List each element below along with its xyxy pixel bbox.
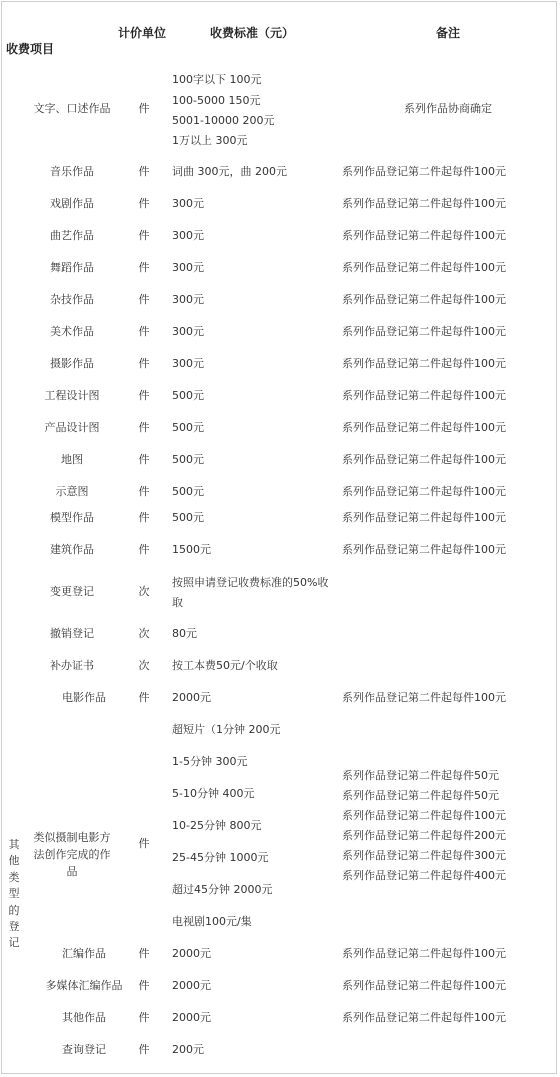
table-row-note: 系列作品登记第二件起每件100元 [342,421,506,434]
table-row-note: 系列作品登记第二件起每件100元 [342,691,506,704]
table-row-note: 系列作品登记第二件起每件100元 [342,357,506,370]
header-fee: 收费标准（元） [210,26,295,40]
table-row-fee: 300元 [172,261,204,274]
table-row-note: 系列作品协商确定 [404,102,492,115]
table-row-fee: 2000元 [172,979,211,992]
table-row-item: 工程设计图 [44,389,100,402]
table-row-item: 美术作品 [50,325,94,338]
table-row-item: 曲艺作品 [50,229,94,242]
table-row-item: 电影作品 [62,691,106,704]
table-row-unit: 件 [138,293,150,306]
table-row-fee: 超过45分钟 2000元 [172,883,273,896]
table-row-note: 系列作品登记第二件起每件100元 [342,197,506,210]
table-row-item: 示意图 [55,485,89,498]
table-row-item: 舞蹈作品 [50,261,94,274]
table-row-note: 系列作品登记第二件起每件400元 [342,869,506,882]
table-row-item: 查询登记 [62,1043,106,1056]
table-row-unit: 次 [138,585,150,598]
table-row-note: 系列作品登记第二件起每件100元 [342,1011,506,1024]
table-row-unit: 件 [138,261,150,274]
table-row-unit: 件 [138,357,150,370]
other-group-label: 其 他 类 型 的 登 记 [8,838,20,950]
header-unit: 计价单位 [118,26,167,40]
table-row-fee: 500元 [172,421,204,434]
table-row-item: 杂技作品 [50,293,94,306]
table-row-fee: 电视剧100元/集 [172,915,252,928]
table-row-unit: 次 [138,659,150,672]
table-row-fee: 300元 [172,229,204,242]
table-row-note: 系列作品登记第二件起每件100元 [342,947,506,960]
table-row-item: 戏剧作品 [50,197,94,210]
table-row-unit: 件 [138,485,150,498]
table-row-fee: 5001-10000 200元 [172,114,275,127]
table-row-fee: 300元 [172,293,204,306]
table-row-item: 类似摄制电影方 法创作完成的作 品 [33,831,111,878]
table-row-fee: 按照申请登记收费标准的50%收 [172,576,329,589]
table-row-fee: 1-5分钟 300元 [172,755,248,768]
table-row-item: 文字、口述作品 [33,102,111,115]
table-row-fee: 300元 [172,325,204,338]
table-row-note: 系列作品登记第二件起每件100元 [342,485,506,498]
table-row-fee: 500元 [172,453,204,466]
table-row-note: 系列作品登记第二件起每件100元 [342,511,506,524]
table-row-fee: 1500元 [172,543,211,556]
table-row-item: 建筑作品 [50,543,94,556]
table-row-item: 变更登记 [50,585,94,598]
table-row-note: 系列作品登记第二件起每件100元 [342,261,506,274]
table-row-note: 系列作品登记第二件起每件100元 [342,453,506,466]
table-row-fee: 300元 [172,197,204,210]
table-row-unit: 件 [138,1011,150,1024]
table-row-unit: 件 [138,421,150,434]
table-row-item: 多媒体汇编作品 [45,979,123,992]
table-row-unit: 件 [138,837,150,850]
table-row-unit: 件 [138,947,150,960]
fee-table [1,1,557,1074]
table-row-note: 系列作品登记第二件起每件300元 [342,849,506,862]
table-row-unit: 件 [138,165,150,178]
table-row-fee: 80元 [172,627,197,640]
table-row-fee: 2000元 [172,1011,211,1024]
table-row-unit: 件 [138,325,150,338]
table-row-item: 摄影作品 [50,357,94,370]
table-row-unit: 件 [138,102,150,115]
table-row-item: 音乐作品 [50,165,94,178]
table-row-fee: 超短片（1分钟 200元 [172,723,281,736]
header-item: 收费项目 [6,42,55,56]
table-row-note: 系列作品登记第二件起每件200元 [342,829,506,842]
table-row-note: 系列作品登记第二件起每件100元 [342,165,506,178]
table-row-unit: 件 [138,1043,150,1056]
table-row-note: 系列作品登记第二件起每件100元 [342,293,506,306]
table-row-item: 汇编作品 [62,947,106,960]
table-row-fee: 2000元 [172,691,211,704]
table-row-fee: 500元 [172,389,204,402]
table-row-fee: 取 [172,596,183,609]
table-row-unit: 件 [138,691,150,704]
table-row-unit: 件 [138,543,150,556]
table-row-unit: 件 [138,453,150,466]
table-row-fee: 500元 [172,511,204,524]
table-row-fee: 词曲 300元，曲 200元 [172,165,287,178]
header-note: 备注 [436,26,461,40]
table-row-unit: 次 [138,627,150,640]
table-row-fee: 25-45分钟 1000元 [172,851,269,864]
table-row-unit: 件 [138,389,150,402]
table-row-note: 系列作品登记第二件起每件100元 [342,543,506,556]
table-row-item: 模型作品 [50,511,94,524]
table-row-fee: 100字以下 100元 [172,73,262,86]
table-row-note: 系列作品登记第二件起每件100元 [342,979,506,992]
table-row-item: 产品设计图 [44,421,100,434]
table-row-fee: 300元 [172,357,204,370]
table-row-fee: 100-5000 150元 [172,94,261,107]
table-row-unit: 件 [138,511,150,524]
table-row-item: 撤销登记 [50,627,94,640]
table-row-fee: 500元 [172,485,204,498]
table-row-item: 其他作品 [62,1011,106,1024]
table-row-note: 系列作品登记第二件起每件50元 [342,769,499,782]
table-row-fee: 10-25分钟 800元 [172,819,262,832]
table-row-note: 系列作品登记第二件起每件100元 [342,325,506,338]
table-row-unit: 件 [138,197,150,210]
table-row-note: 系列作品登记第二件起每件100元 [342,389,506,402]
table-row-fee: 5-10分钟 400元 [172,787,255,800]
table-row-unit: 件 [138,229,150,242]
table-row-fee: 2000元 [172,947,211,960]
table-row-item: 补办证书 [50,659,94,672]
table-row-note: 系列作品登记第二件起每件50元 [342,789,499,802]
table-row-note: 系列作品登记第二件起每件100元 [342,809,506,822]
table-row-fee: 1万以上 300元 [172,134,248,147]
table-row-fee: 200元 [172,1043,204,1056]
table-row-item: 地图 [61,453,83,466]
table-row-note: 系列作品登记第二件起每件100元 [342,229,506,242]
table-row-unit: 件 [138,979,150,992]
table-row-fee: 按工本费50元/个收取 [172,659,278,672]
